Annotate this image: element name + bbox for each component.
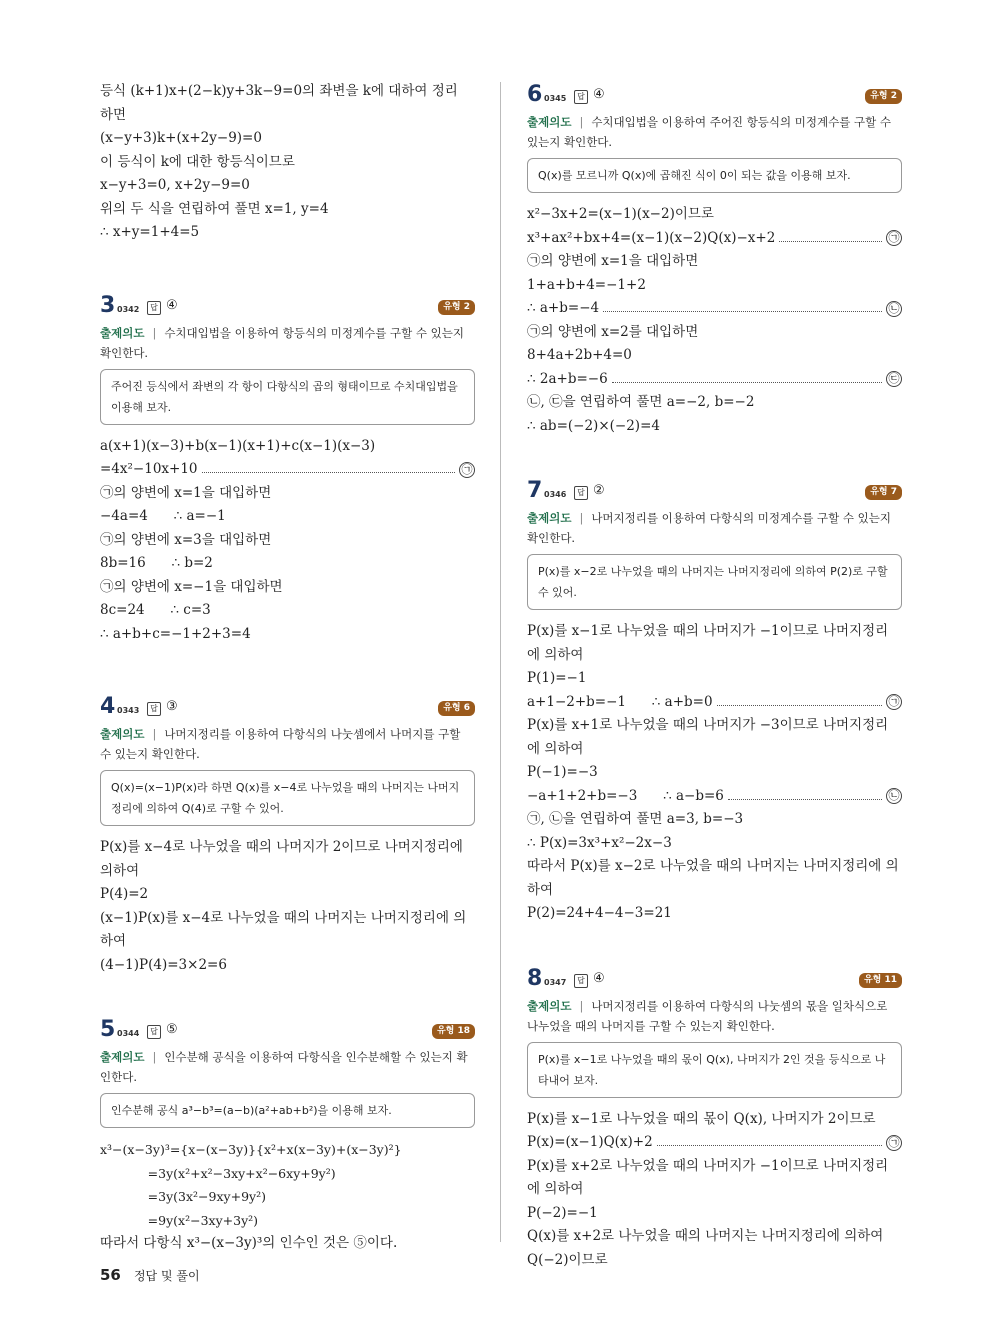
solution-line: ∴ P(x)=3x³+x²−2x−3 (527, 834, 672, 851)
answer-icon: 답 (147, 702, 161, 716)
solution-line-marked (527, 691, 902, 715)
problem-code: 0345 (544, 94, 567, 103)
equation-marker: ㉠ (886, 230, 902, 246)
solution-line-marked (527, 227, 902, 251)
equation-marker: ㉡ (886, 301, 902, 317)
solution-line: ∴ x+y=1+4=5 (100, 224, 200, 240)
problem-code: 0344 (117, 1029, 140, 1038)
hint-box: P(x)를 x−1로 나누었을 때의 몫이 Q(x), 나머지가 2인 것을 등식으로 나타내어 보자. (527, 1042, 902, 1098)
solution-line-marked (527, 368, 902, 392)
left-column (100, 80, 475, 1256)
problem-3 (100, 292, 475, 647)
solution-line: 에 의하여 (527, 740, 584, 757)
solution-line: ㉠, ㉡을 연립하여 풀면 a=3, b=−3 (527, 811, 744, 827)
dot-leader (603, 311, 882, 312)
intent-label: 출제의도 (100, 727, 145, 741)
column-divider (500, 82, 501, 1242)
solution-line: ∴ a+b+c=−1+2+3=4 (100, 625, 251, 642)
page-number: 56 (100, 1266, 121, 1284)
intent-text: 수치대입법을 이용하여 항등식의 미정계수를 구할 수 있는지 확인한다. (100, 325, 464, 360)
solution-line: 8c=24 ∴ c=3 (100, 602, 211, 618)
problem-header (527, 965, 902, 992)
equation-marker: ㉡ (886, 788, 902, 804)
intent-separator: | (579, 511, 584, 525)
type-badge: 유형 11 (859, 973, 902, 988)
solution-line: P(x)를 x−4로 나누었을 때의 나머지가 2이므로 나머지정리에 (100, 839, 463, 855)
solution-line: ㉠의 양변에 x=−1을 대입하면 (100, 578, 283, 595)
solution-line: 하여 (527, 881, 554, 898)
problem-5 (100, 1017, 475, 1256)
answer-choice: ④ (166, 297, 178, 313)
intent-label: 출제의도 (527, 511, 572, 525)
solution-line: P(x)를 x+2로 나누었을 때의 나머지가 −1이므로 나머지정리 (527, 1157, 889, 1174)
problem-2-solution-tail (100, 80, 475, 245)
answer-icon: 답 (574, 486, 588, 500)
solution-line-marked (527, 297, 902, 321)
intent-text: 나머지정리를 이용하여 다항식의 나눗셈에서 나머지를 구할 수 있는지 확인한다. (100, 727, 461, 761)
solution-line: ㉠의 양변에 x=3을 대입하면 (100, 531, 272, 548)
equation-marker: ㉠ (886, 694, 902, 710)
solution-line: P(−1)=−3 (527, 764, 598, 780)
type-badge: 유형 6 (438, 701, 475, 716)
footer-title: 정답 및 풀이 (133, 1269, 200, 1283)
intent (100, 724, 475, 764)
intent (527, 996, 902, 1036)
equation-marker: ㉢ (886, 371, 902, 387)
solution-line: Q(x)를 x+2로 나누었을 때의 나머지는 나머지정리에 의하여 (527, 1228, 884, 1244)
problem-number: 7 (527, 478, 543, 503)
intent-text: 나머지정리를 이용하여 다항식의 미정계수를 구할 수 있는지 확인한다. (527, 511, 891, 545)
answer-icon: 답 (574, 974, 588, 988)
solution-line: =3y(x²+x²−3xy+x²−6xy+9y²) (100, 1165, 336, 1181)
problem-number: 4 (100, 694, 116, 719)
intent-label: 출제의도 (527, 998, 572, 1013)
solution-line: P(2)=24+4−4−3=21 (527, 905, 672, 921)
problem-number: 6 (527, 82, 543, 107)
solution-text: P(x)=(x−1)Q(x)+2 (527, 1134, 653, 1150)
solution-line: a(x+1)(x−3)+b(x−1)(x+1)+c(x−1)(x−3) (100, 437, 376, 454)
solution-line-marked (527, 1131, 902, 1155)
solution-text: ∴ 2a+b=−6 (527, 370, 608, 387)
solution-line: P(1)=−1 (527, 670, 587, 686)
intent-text: 수치대입법을 이용하여 주어진 항등식의 미정계수를 구할 수 있는지 확인한다. (527, 115, 891, 149)
problem-code: 0346 (544, 490, 567, 499)
solution-line: =3y(3x²−9xy+9y²) (100, 1189, 266, 1204)
solution-text: x³+ax²+bx+4=(x−1)(x−2)Q(x)−x+2 (527, 229, 776, 246)
problem-6 (527, 82, 902, 438)
answer-icon: 답 (574, 90, 588, 104)
hint-box: Q(x)를 모르니까 Q(x)에 곱해진 식이 0이 되는 값을 이용해 보자. (527, 158, 902, 193)
problem-number: 5 (100, 1017, 116, 1042)
problem-header (527, 82, 902, 108)
hint-box: P(x)를 x−2로 나누었을 때의 나머지는 나머지정리에 의하여 P(2)로 구할 수 있어. (527, 554, 902, 610)
solution-line: 에 의하여 (527, 1181, 584, 1197)
solution-text: =4x²−10x+10 (100, 461, 198, 477)
solution-line: P(x)를 x−1로 나누었을 때의 몫이 Q(x), 나머지가 2이므로 (527, 1110, 876, 1127)
solution-line: 에 의하여 (527, 646, 584, 663)
solution-line: (x−y+3)k+(x+2y−9)=0 (100, 130, 262, 146)
page-footer (100, 1265, 200, 1284)
dot-leader (202, 472, 455, 473)
solution-line: −4a=4 ∴ a=−1 (100, 508, 226, 524)
solution-line: P(x)를 x+1로 나누었을 때의 나머지가 −3이므로 나머지정리 (527, 717, 889, 733)
answer-icon: 답 (147, 301, 161, 315)
answer-choice: ④ (593, 970, 605, 986)
answer-choice: ② (593, 483, 605, 498)
problem-number: 3 (100, 292, 116, 318)
solution-line: 하여 (100, 933, 127, 949)
dot-leader (657, 1145, 882, 1146)
intent-label: 출제의도 (100, 1050, 145, 1064)
intent-separator: | (152, 1050, 157, 1064)
solution-line: 의하여 (100, 862, 140, 879)
intent-text: 인수분해 공식을 이용하여 다항식을 인수분해할 수 있는지 확인한다. (100, 1050, 468, 1084)
equation-marker: ㉠ (886, 1135, 902, 1151)
solution-line: 이 등식이 k에 대한 항등식이므로 (100, 153, 295, 170)
intent-separator: | (579, 115, 584, 129)
problem-header (527, 478, 902, 504)
solution-line: 하면 (100, 106, 127, 123)
answer-choice: ④ (593, 87, 605, 102)
problem-header (100, 1017, 475, 1043)
intent-text: 나머지정리를 이용하여 다항식의 나눗셈의 몫을 일차식으로 나누었을 때의 나머지를 구할 수 있는지 확인한다. (527, 998, 888, 1033)
problem-header (100, 292, 475, 319)
problem-header (100, 694, 475, 720)
solution-text: ∴ a+b=−4 (527, 300, 600, 316)
solution-text: −a+1+2+b=−3 ∴ a−b=6 (527, 787, 724, 804)
intent (527, 112, 902, 152)
problem-code: 0347 (544, 977, 567, 987)
intent-label: 출제의도 (100, 325, 145, 340)
intent-separator: | (152, 325, 157, 340)
problem-8 (527, 965, 902, 1273)
dot-leader (717, 705, 882, 706)
problem-code: 0343 (117, 706, 140, 715)
solution-line: 8b=16 ∴ b=2 (100, 555, 213, 571)
solution-line: P(4)=2 (100, 886, 149, 902)
problem-code: 0342 (117, 304, 140, 314)
answer-icon: 답 (147, 1025, 161, 1039)
solution-line: x−y+3=0, x+2y−9=0 (100, 177, 250, 193)
hint-box: Q(x)=(x−1)P(x)라 하면 Q(x)를 x−4로 나누었을 때의 나머지는 나머지정리에 의하여 Q(4)로 구할 수 있어. (100, 770, 475, 826)
intent-separator: | (579, 998, 584, 1013)
solution-line: P(x)를 x−1로 나누었을 때의 나머지가 −1이므로 나머지정리 (527, 623, 889, 639)
solution-text: a+1−2+b=−1 ∴ a+b=0 (527, 693, 713, 710)
solution-line: x²−3x+2=(x−1)(x−2)이므로 (527, 206, 714, 222)
solution-line: ∴ ab=(−2)×(−2)=4 (527, 417, 660, 434)
solution-line: ㉠의 양변에 x=1을 대입하면 (100, 484, 272, 501)
solution-line: =9y(x²−3xy+3y²) (100, 1212, 259, 1228)
dot-leader (728, 799, 882, 800)
intent (100, 1047, 475, 1087)
hint-box: 인수분해 공식 a³−b³=(a−b)(a²+ab+b²)을 이용해 보자. (100, 1093, 475, 1128)
intent-separator: | (152, 727, 157, 741)
problem-4 (100, 694, 475, 977)
solution-line: Q(−2)이므로 (527, 1251, 608, 1268)
solution-line: 위의 두 식을 연립하여 풀면 x=1, y=4 (100, 200, 329, 217)
intent (100, 323, 475, 363)
intent (527, 508, 902, 548)
solution-line: 8+4a+2b+4=0 (527, 347, 632, 363)
solution-line: (4−1)P(4)=3×2=6 (100, 956, 227, 973)
problem-7 (527, 478, 902, 926)
answer-choice: ③ (166, 699, 178, 714)
intent-label: 출제의도 (527, 115, 572, 129)
solution-line: P(−2)=−1 (527, 1204, 598, 1221)
type-badge: 유형 2 (865, 89, 902, 104)
solution-line: x³−(x−3y)³={x−(x−3y)}{x²+x(x−3y)+(x−3y)²} (100, 1142, 402, 1157)
type-badge: 유형 18 (432, 1024, 475, 1039)
answer-choice: ⑤ (166, 1022, 178, 1037)
dot-leader (612, 382, 882, 383)
type-badge: 유형 2 (438, 300, 475, 315)
problem-number: 8 (527, 965, 543, 991)
hint-box: 주어진 등식에서 좌변의 각 항이 다항식의 곱의 형태이므로 수치대입법을 이용해 보자. (100, 369, 475, 425)
solution-line: ㉠의 양변에 x=2를 대입하면 (527, 323, 699, 340)
solution-line: 등식 (k+1)x+(2−k)y+3k−9=0의 좌변을 k에 대하여 정리 (100, 83, 458, 99)
solution-line: ㉠의 양변에 x=1을 대입하면 (527, 253, 699, 269)
right-column (527, 80, 902, 1272)
solution-line: 따라서 P(x)를 x−2로 나누었을 때의 나머지는 나머지정리에 의 (527, 858, 899, 874)
solution-line-marked (527, 785, 902, 809)
solution-line: 따라서 다항식 x³−(x−3y)³의 인수인 것은 ⑤이다. (100, 1235, 398, 1251)
solution-line: ㉡, ㉢을 연립하여 풀면 a=−2, b=−2 (527, 394, 755, 410)
type-badge: 유형 7 (865, 485, 902, 500)
solution-line-marked (100, 458, 475, 482)
solution-line: (x−1)P(x)를 x−4로 나누었을 때의 나머지는 나머지정리에 의 (100, 909, 467, 926)
equation-marker: ㉠ (459, 462, 475, 478)
solution-line: 1+a+b+4=−1+2 (527, 276, 646, 293)
dot-leader (779, 241, 882, 242)
